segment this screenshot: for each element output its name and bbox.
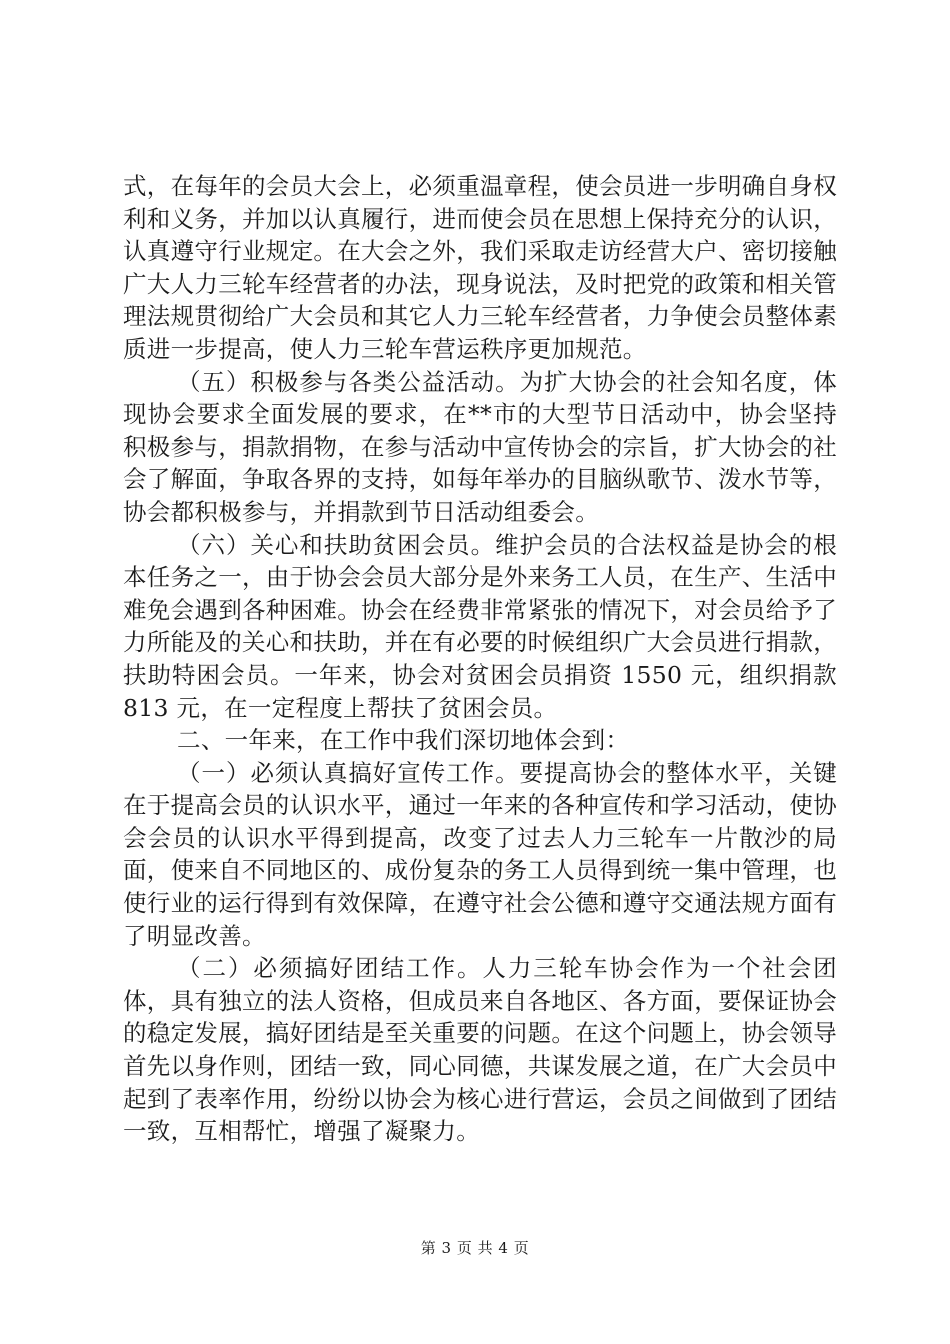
paragraph: （二）必须搞好团结工作。人力三轮车协会作为一个社会团体，具有独立的法人资格，但成员来自各地区、各方面，要保证协会的稳定发展，搞好团结是至关重要的问题。在这个问题上，协会领导首先以身作则，团结一致，同心同德，共谋发展之道，在广大会员中起到了表率作用，纷纷以协会为核心进行营运，会员之间做到了团结一致，互相帮忙，增强了凝聚力。 xyxy=(123,954,837,1146)
paragraph: （六）关心和扶助贫困会员。维护会员的合法权益是协会的根本任务之一，由于协会会员大部分是外来务工人员，在生产、生活中难免会遇到各种困难。协会在经费非常紧张的情况下，对会员给予了力所能及的关心和扶助，并在有必要的时候组织广大会员进行捐款，扶助特困会员。一年来，协会对贫困会员捐资 1550 元，组织捐款 813 元，在一定程度上帮扶了贫困会员。 xyxy=(123,530,837,722)
paragraph: 式，在每年的会员大会上，必须重温章程，使会员进一步明确自身权利和义务，并加以认真履行，进而使会员在思想上保持充分的认识，认真遵守行业规定。在大会之外，我们采取走访经营大户、密切接触广大人力三轮车经营者的办法，现身说法，及时把党的政策和相关管理法规贯彻给广大会员和其它人力三轮车经营者，力争使会员整体素质进一步提高，使人力三轮车营运秩序更加规范。 xyxy=(123,172,837,363)
document-body xyxy=(123,170,837,1148)
section-heading: 二、一年来，在工作中我们深切地体会到： xyxy=(177,726,630,755)
page-number-footer: 第 3 页 共 4 页 xyxy=(420,1239,530,1257)
paragraph: （五）积极参与各类公益活动。为扩大协会的社会知名度，体现协会要求全面发展的要求，在**市的大型节日活动中，协会坚持积极参与，捐款捐物，在参与活动中宣传协会的宗旨，扩大协会的社会了解面，争取各界的支持，如每年举办的目脑纵歌节、泼水节等，协会都积极参与，并捐款到节日活动组委会。 xyxy=(123,367,837,526)
paragraph: （一）必须认真搞好宣传工作。要提高协会的整体水平，关键在于提高会员的认识水平，通过一年来的各种宣传和学习活动，使协会会员的认识水平得到提高，改变了过去人力三轮车一片散沙的局面，使来自不同地区的、成份复杂的务工人员得到统一集中管理，也使行业的运行得到有效保障，在遵守社会公德和遵守交通法规方面有了明显改善。 xyxy=(123,758,837,950)
